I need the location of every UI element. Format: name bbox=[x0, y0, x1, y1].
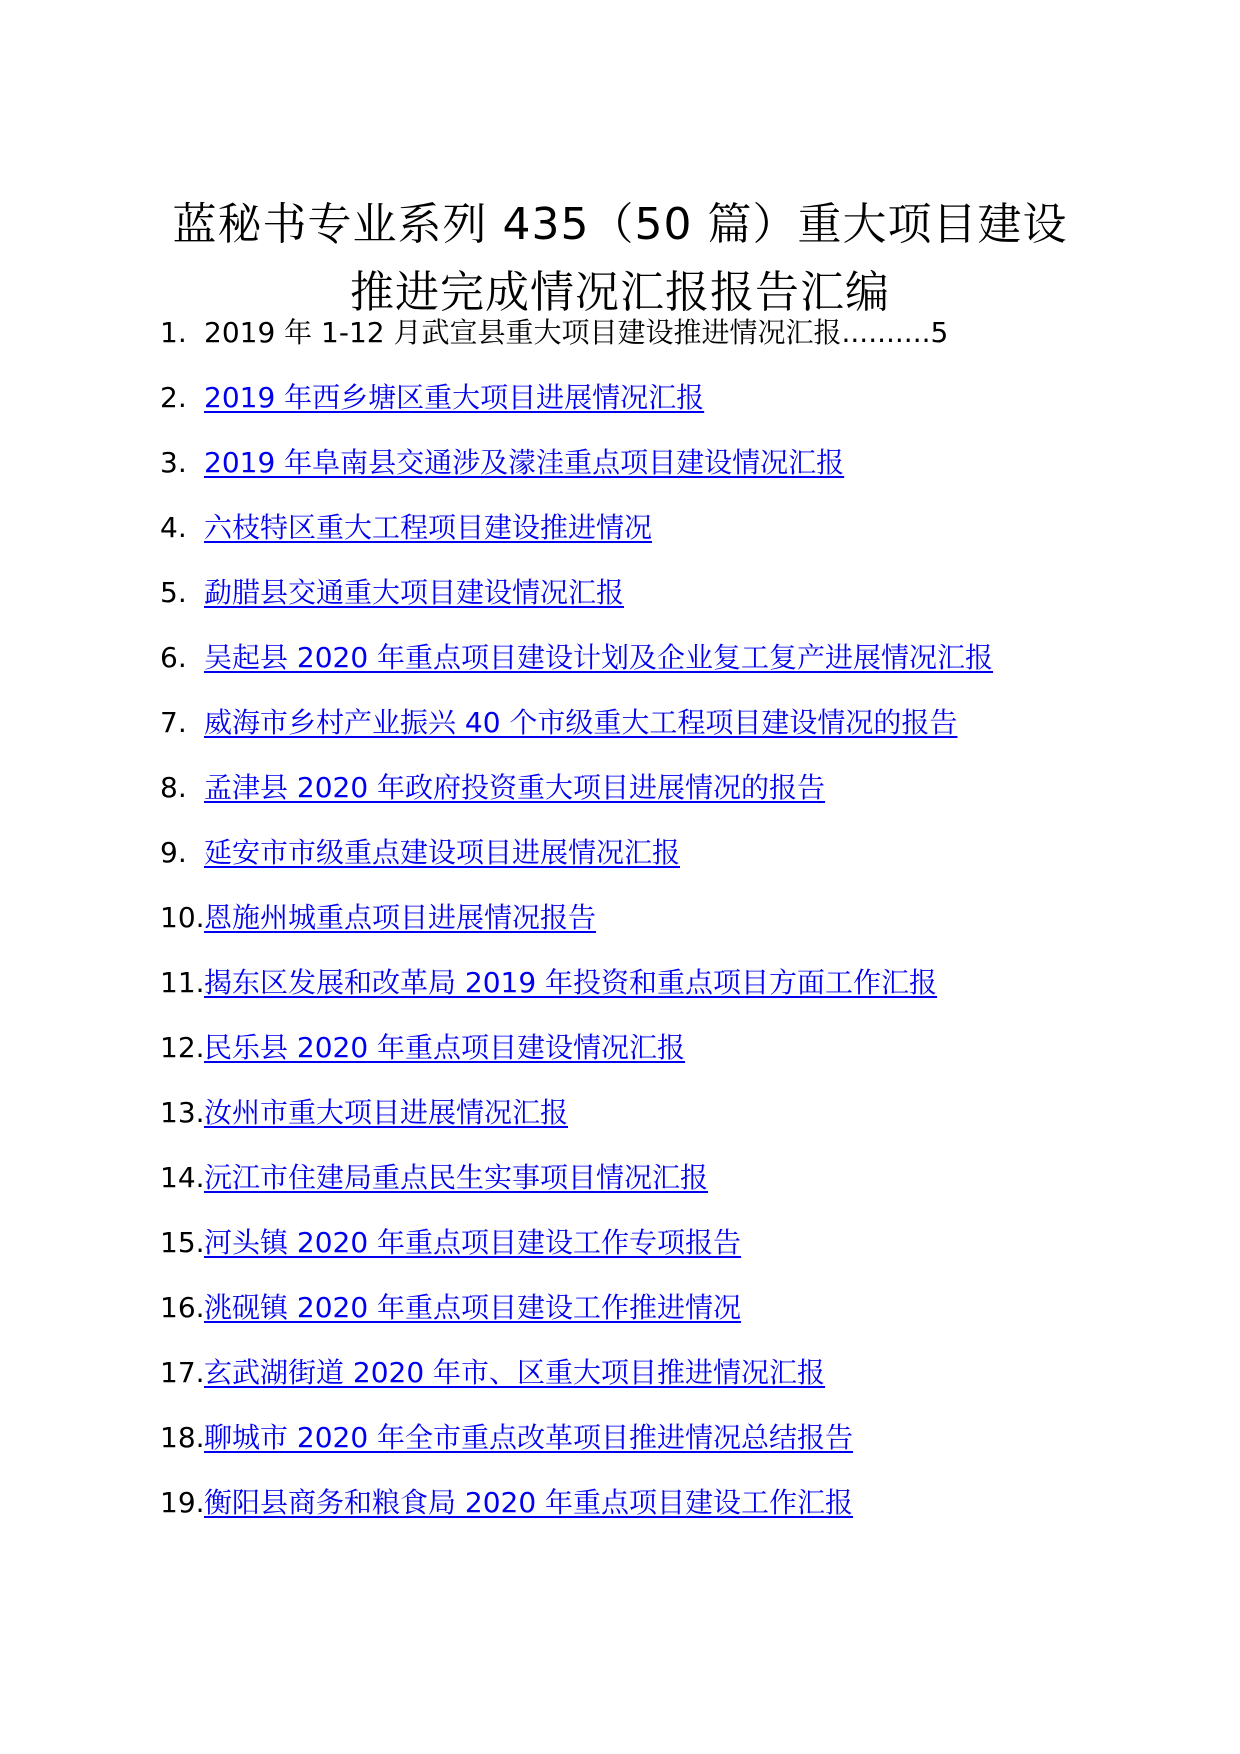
toc-number: 10. bbox=[160, 901, 205, 934]
toc-number: 9. bbox=[160, 836, 187, 869]
toc-item-15 bbox=[160, 1210, 1120, 1275]
title-line-1: 蓝秘书专业系列 435（50 篇）重大项目建设 bbox=[172, 199, 1068, 251]
toc-number: 17. bbox=[160, 1356, 205, 1389]
toc-link[interactable]: 洮砚镇 2020 年重点项目建设工作推进情况 bbox=[204, 1291, 742, 1324]
toc-link[interactable]: 勐腊县交通重大项目建设情况汇报 bbox=[204, 576, 625, 609]
toc-number: 5. bbox=[160, 576, 187, 609]
toc-item-10 bbox=[160, 885, 1120, 950]
toc-number: 19. bbox=[160, 1486, 205, 1519]
toc-number: 1. bbox=[160, 316, 187, 349]
toc-item-14 bbox=[160, 1145, 1120, 1210]
toc-link[interactable]: 汝州市重大项目进展情况汇报 bbox=[204, 1096, 569, 1129]
toc-link[interactable]: 揭东区发展和改革局 2019 年投资和重点项目方面工作汇报 bbox=[204, 966, 938, 999]
toc-link[interactable]: 六枝特区重大工程项目建设推进情况 bbox=[204, 511, 653, 544]
toc-number: 12. bbox=[160, 1031, 205, 1064]
toc-item-17 bbox=[160, 1340, 1120, 1405]
toc-number: 16. bbox=[160, 1291, 205, 1324]
title-line-2: 推进完成情况汇报报告汇编 bbox=[350, 267, 890, 319]
toc-item-11 bbox=[160, 950, 1120, 1015]
toc-item-19 bbox=[160, 1470, 1120, 1535]
toc-number: 6. bbox=[160, 641, 187, 674]
toc-link[interactable]: 河头镇 2020 年重点项目建设工作专项报告 bbox=[204, 1226, 742, 1259]
toc-number: 2. bbox=[160, 381, 187, 414]
toc-link[interactable]: 威海市乡村产业振兴 40 个市级重大工程项目建设情况的报告 bbox=[204, 706, 958, 739]
toc-number: 4. bbox=[160, 511, 187, 544]
toc-number: 7. bbox=[160, 706, 187, 739]
toc-item-5 bbox=[160, 560, 1120, 625]
toc-link[interactable]: 民乐县 2020 年重点项目建设情况汇报 bbox=[204, 1031, 686, 1064]
toc-number: 8. bbox=[160, 771, 187, 804]
toc-item-4 bbox=[160, 495, 1120, 560]
toc-link[interactable]: 2019 年阜南县交通涉及濛洼重点项目建设情况汇报 bbox=[204, 446, 845, 479]
toc-number: 11. bbox=[160, 966, 205, 999]
toc-item-12 bbox=[160, 1015, 1120, 1080]
toc-entry-text: 2019 年 1-12 月武宣县重大项目建设推进情况汇报..........5 bbox=[204, 316, 949, 349]
toc-link[interactable]: 2019 年西乡塘区重大项目进展情况汇报 bbox=[204, 381, 705, 414]
toc-number: 3. bbox=[160, 446, 187, 479]
toc-item-16 bbox=[160, 1275, 1120, 1340]
toc-item-13 bbox=[160, 1080, 1120, 1145]
toc-item-8 bbox=[160, 755, 1120, 820]
toc-link[interactable]: 衡阳县商务和粮食局 2020 年重点项目建设工作汇报 bbox=[204, 1486, 854, 1519]
toc-number: 13. bbox=[160, 1096, 205, 1129]
toc-link[interactable]: 玄武湖街道 2020 年市、区重大项目推进情况汇报 bbox=[204, 1356, 826, 1389]
toc-link[interactable]: 沅江市住建局重点民生实事项目情况汇报 bbox=[204, 1161, 709, 1194]
toc-link[interactable]: 恩施州城重点项目进展情况报告 bbox=[204, 901, 597, 934]
toc-link[interactable]: 聊城市 2020 年全市重点改革项目推进情况总结报告 bbox=[204, 1421, 854, 1454]
toc-item-2 bbox=[160, 365, 1120, 430]
table-of-contents bbox=[160, 300, 1120, 1535]
toc-item-6 bbox=[160, 625, 1120, 690]
toc-number: 15. bbox=[160, 1226, 205, 1259]
toc-item-1 bbox=[160, 300, 1120, 365]
toc-item-7 bbox=[160, 690, 1120, 755]
toc-number: 18. bbox=[160, 1421, 205, 1454]
toc-link[interactable]: 延安市市级重点建设项目进展情况汇报 bbox=[204, 836, 681, 869]
toc-item-3 bbox=[160, 430, 1120, 495]
toc-link[interactable]: 吴起县 2020 年重点项目建设计划及企业复工复产进展情况汇报 bbox=[204, 641, 994, 674]
toc-number: 14. bbox=[160, 1161, 205, 1194]
toc-item-18 bbox=[160, 1405, 1120, 1470]
toc-item-9 bbox=[160, 820, 1120, 885]
toc-link[interactable]: 孟津县 2020 年政府投资重大项目进展情况的报告 bbox=[204, 771, 826, 804]
